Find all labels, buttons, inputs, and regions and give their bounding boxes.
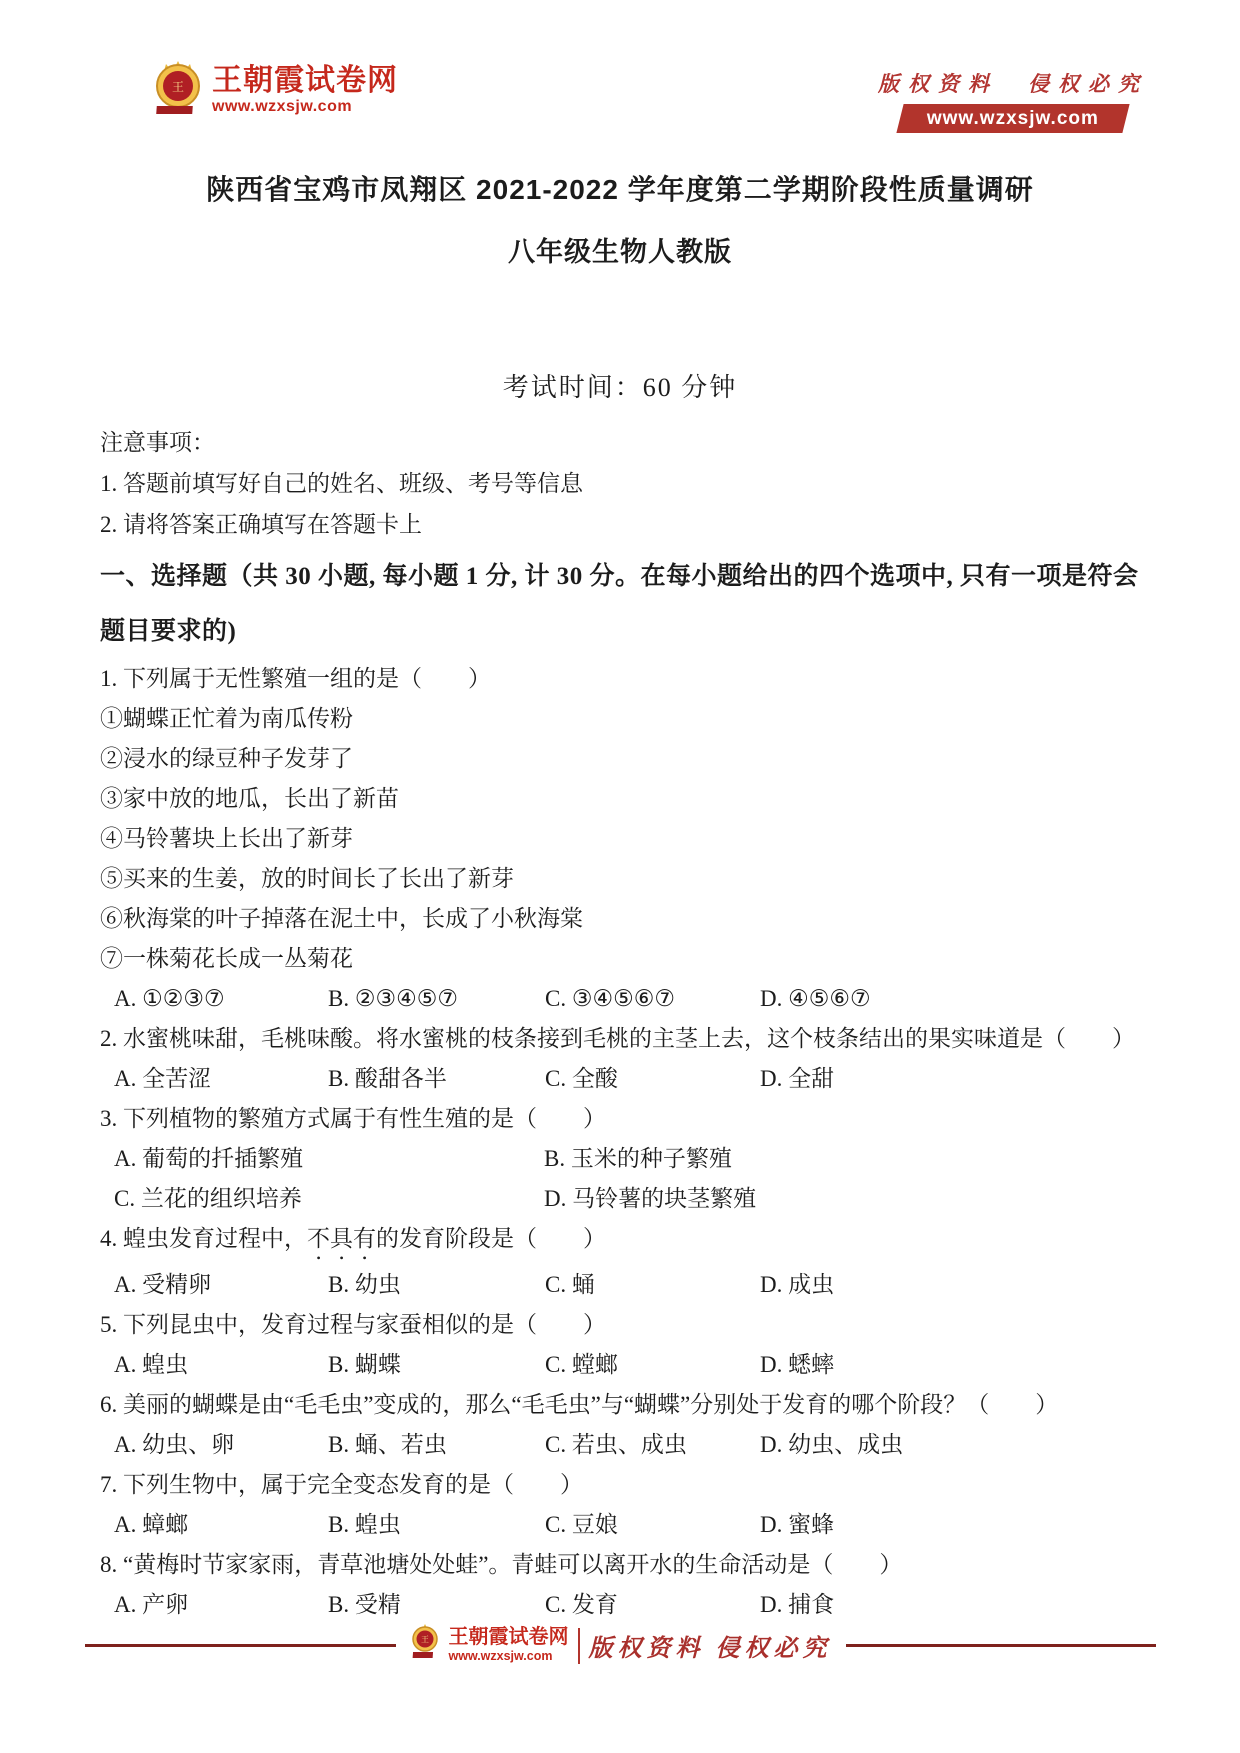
question-3-stem: 3. 下列植物的繁殖方式属于有性生殖的是（ ）: [100, 1106, 606, 1131]
stem-emphasized-text: 不具有: [307, 1226, 376, 1251]
option-c: C. 蛹: [545, 1272, 595, 1297]
option-c: C. 兰花的组织培养: [114, 1186, 302, 1211]
question-1-item: ④马铃薯块上长出了新芽: [100, 826, 353, 851]
option-d: D. 蜜蜂: [760, 1512, 835, 1537]
footer-logo-texts: [449, 1627, 569, 1663]
footer-rule-right: [846, 1644, 1157, 1647]
footer-rule-left: [85, 1644, 396, 1647]
question-1-item: ⑤买来的生姜，放的时间长了长出了新芽: [100, 866, 514, 891]
option-b: B. 受精: [328, 1592, 401, 1617]
option-c: C. 发育: [545, 1592, 618, 1617]
option-c: C. 全酸: [545, 1066, 618, 1091]
question-1-item: ②浸水的绿豆种子发芽了: [100, 746, 353, 771]
option-b: B. 蛹、若虫: [328, 1432, 447, 1457]
site-name: 王朝霞试卷网: [212, 63, 398, 97]
copyright-slogan: 版权资料 侵权必究: [878, 72, 1148, 96]
option-b: B. ②③④⑤⑦: [328, 986, 458, 1011]
option-d: D. 捕食: [760, 1592, 835, 1617]
stem-text: 的发育阶段是（ ）: [376, 1226, 606, 1251]
svg-text:王: 王: [420, 1635, 429, 1644]
question-1-item: ③家中放的地瓜，长出了新苗: [100, 786, 399, 811]
svg-text:王: 王: [171, 80, 185, 94]
question-2-stem: 2. 水蜜桃味甜，毛桃味酸。将水蜜桃的枝条接到毛桃的主茎上去，这个枝条结出的果实味道是（ ）: [100, 1026, 1135, 1051]
question-5-stem: 5. 下列昆虫中，发育过程与家蚕相似的是（ ）: [100, 1312, 606, 1337]
option-a: A. 全苦涩: [114, 1066, 212, 1091]
question-5-options: [100, 1345, 1140, 1385]
footer-copyright-slogan: 版权资料 侵权必究: [588, 1636, 832, 1662]
site-url: www.wzxsjw.com: [212, 98, 353, 116]
question-4-options: [100, 1265, 1140, 1305]
notice-item: 2. 请将答案正确填写在答题卡上: [100, 512, 422, 537]
option-d: D. 成虫: [760, 1272, 835, 1297]
footer-divider: [578, 1628, 580, 1664]
question-1-item: ⑥秋海棠的叶子掉落在泥土中，长成了小秋海棠: [100, 906, 583, 931]
option-b: B. 幼虫: [328, 1272, 401, 1297]
option-a: A. 蝗虫: [114, 1352, 189, 1377]
exam-time: 考试时间：60 分钟: [502, 373, 738, 402]
option-d: D. ④⑤⑥⑦: [760, 986, 871, 1011]
option-c: C. 螳螂: [545, 1352, 618, 1377]
option-a: A. 受精卵: [114, 1272, 212, 1297]
question-1-options: [100, 979, 1140, 1019]
option-d: D. 全甜: [760, 1066, 835, 1091]
question-1-item: ①蝴蝶正忙着为南瓜传粉: [100, 706, 353, 731]
option-b: B. 蝗虫: [328, 1512, 401, 1537]
option-b: B. 酸甜各半: [328, 1066, 447, 1091]
question-1-item: ⑦一株菊花长成一丛菊花: [100, 946, 353, 971]
option-a: A. ①②③⑦: [114, 986, 225, 1011]
footer-brand: [410, 1624, 832, 1667]
option-a: A. 蟑螂: [114, 1512, 189, 1537]
page-header: [0, 0, 1240, 142]
option-a: A. 产卵: [114, 1592, 189, 1617]
notice-heading: 注意事项：: [100, 430, 215, 455]
wzx-seal-icon: [152, 60, 204, 121]
option-c: C. 若虫、成虫: [545, 1432, 687, 1457]
question-1-stem: 1. 下列属于无性繁殖一组的是（ ）: [100, 666, 491, 691]
document-title: 陕西省宝鸡市凤翔区 2021-2022 学年度第二学期阶段性质量调研: [206, 174, 1034, 205]
option-a: A. 幼虫、卵: [114, 1432, 235, 1457]
page-footer: [85, 1624, 1156, 1667]
option-b: B. 玉米的种子繁殖: [544, 1146, 732, 1171]
site-name: 王朝霞试卷网: [448, 1626, 569, 1649]
option-d: D. 蟋蟀: [760, 1352, 835, 1377]
question-7-stem: 7. 下列生物中，属于完全变态发育的是（ ）: [100, 1472, 583, 1497]
question-7-options: [100, 1505, 1140, 1545]
wzx-seal-icon: [410, 1624, 440, 1667]
stem-text: 4. 蝗虫发育过程中，: [100, 1226, 307, 1251]
url-banner: [896, 104, 1129, 133]
option-c: C. ③④⑤⑥⑦: [545, 986, 675, 1011]
option-d: D. 幼虫、成虫: [760, 1432, 904, 1457]
site-url: www.wzxsjw.com: [448, 1649, 553, 1664]
option-a: A. 葡萄的扦插繁殖: [114, 1146, 304, 1171]
site-logo: [152, 60, 398, 121]
option-c: C. 豆娘: [545, 1512, 618, 1537]
question-3-options: [100, 1139, 1140, 1219]
logo-texts: [212, 65, 398, 116]
question-8-options: [100, 1585, 1140, 1625]
copyright-block: [878, 60, 1148, 133]
question-4-stem: [100, 1219, 1140, 1265]
question-8-stem: 8. “黄梅时节家家雨，青草池塘处处蛙”。青蛙可以离开水的生命活动是（ ）: [100, 1552, 903, 1577]
document-subtitle: 八年级生物人教版: [508, 237, 732, 267]
option-b: B. 蝴蝶: [328, 1352, 401, 1377]
option-d: D. 马铃薯的块茎繁殖: [544, 1186, 757, 1211]
question-6-options: [100, 1425, 1140, 1465]
document-body: [0, 404, 1240, 1625]
notice-item: 1. 答题前填写好自己的姓名、班级、考号等信息: [100, 471, 583, 496]
section-heading-line1: 一、选择题（共 30 小题, 每小题 1 分, 计 30 分。在每小题给出的四个选项中, 只有一项是符会: [100, 563, 1139, 590]
question-2-options: [100, 1059, 1140, 1099]
section-heading-line2: 题目要求的): [100, 618, 237, 645]
url-banner-text: www.wzxsjw.com: [926, 107, 1100, 129]
question-6-stem: 6. 美丽的蝴蝶是由“毛毛虫”变成的，那么“毛毛虫”与“蝴蝶”分别处于发育的哪个阶段？（ ）: [100, 1392, 1059, 1417]
